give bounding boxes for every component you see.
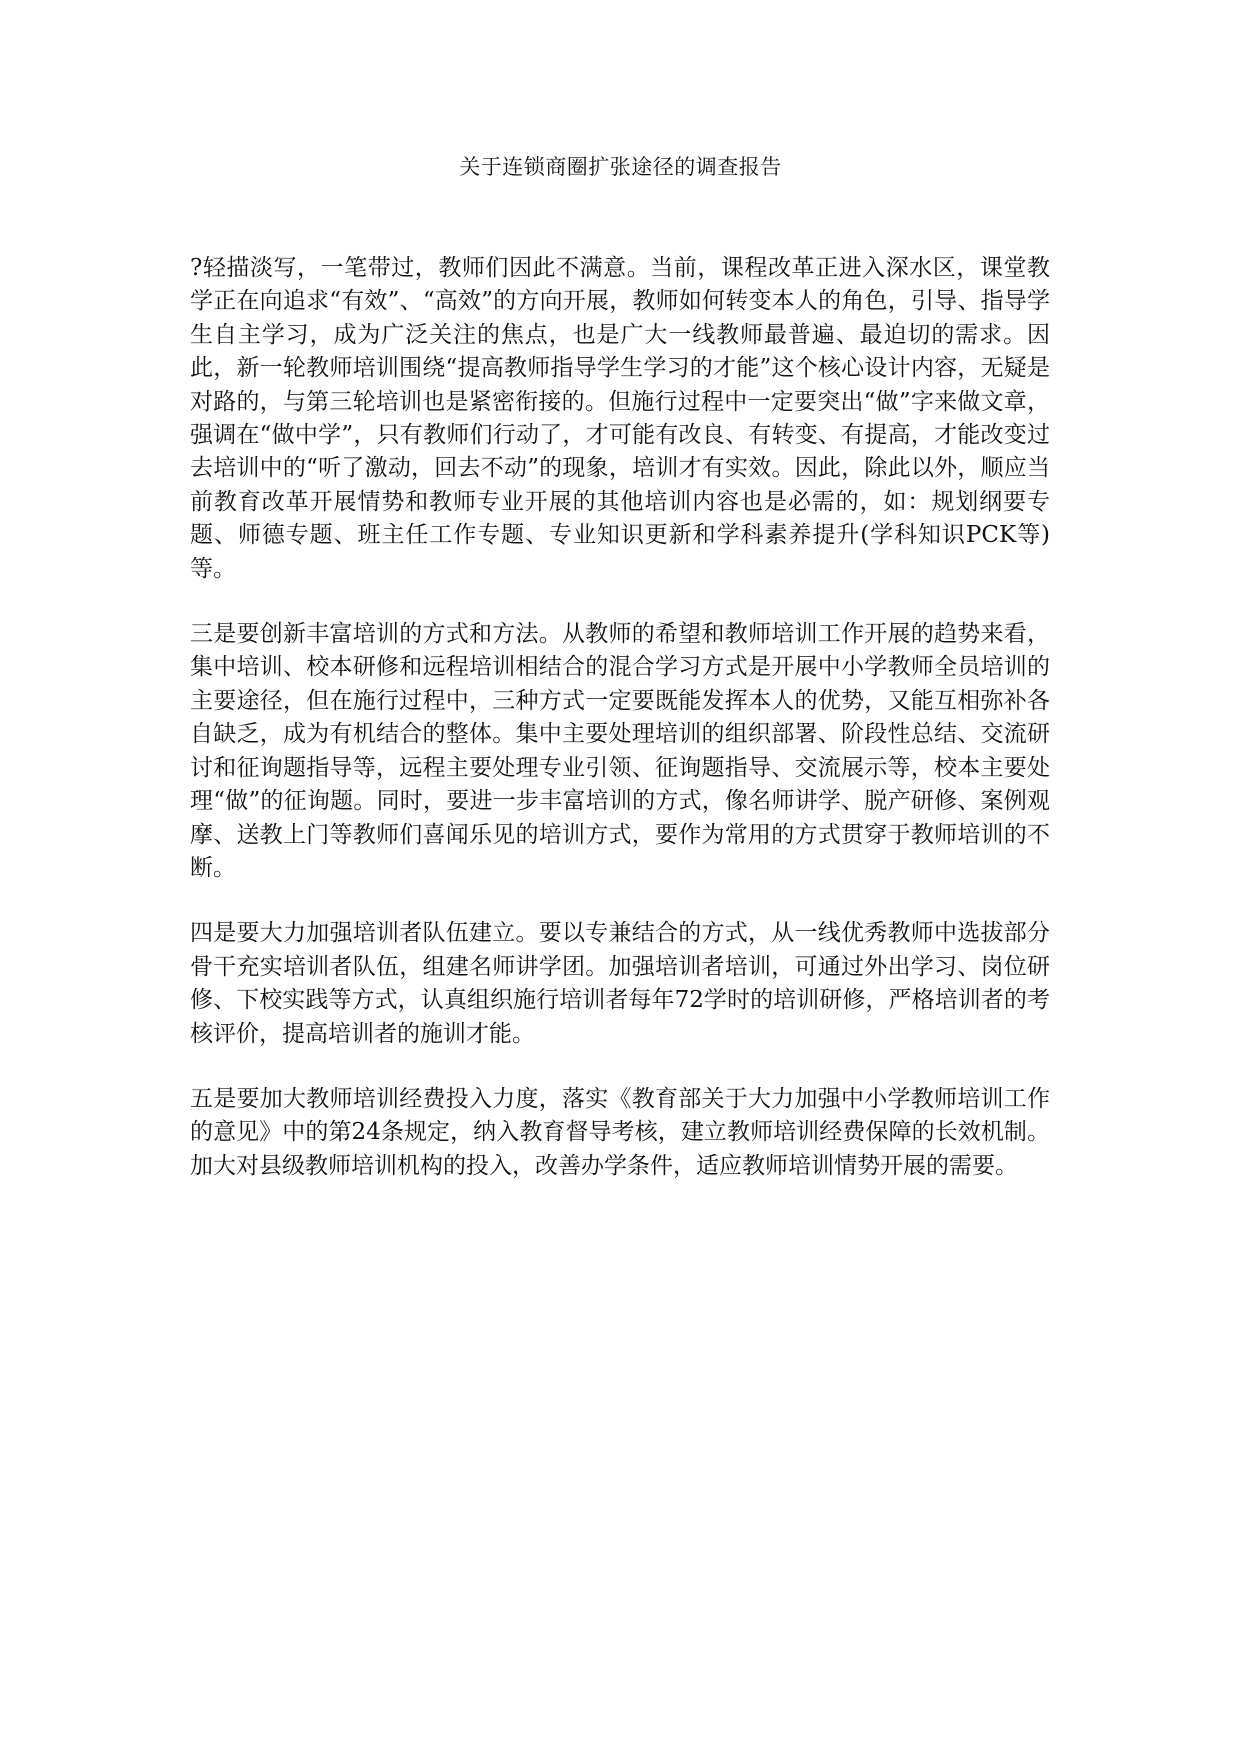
paragraph-3: 四是要大力加强培训者队伍建立。要以专兼结合的方式，从一线优秀教师中选拔部分骨干充实培训者队伍，组建名师讲学团。加强培训者培训，可通过外出学习、岗位研修、下校实践等方式，认真组织施行培训者每年72学时的培训研修，严格培训者的考核评价，提高培训者的施训才能。 (190, 920, 1050, 1047)
paragraph-1: ?轻描淡写，一笔带过，教师们因此不满意。当前，课程改革正进入深水区，课堂教学正在向追求“有效”、“高效”的方向开展，教师如何转变本人的角色，引导、指导学生自主学习，成为广泛关注的焦点，也是广大一线教师最普遍、最迫切的需求。因此，新一轮教师培训围绕“提高教师指导学生学习的才能”这个核心设计内容，无疑是对路的，与第三轮培训也是紧密衔接的。但施行过程中一定要突出“做”字来做文章，强调在“做中学”，只有教师们行动了，才可能有改良、有转变、有提高，才能改变过去培训中的“听了激动，回去不动”的现象，培训才有实效。因此，除此以外，顺应当前教育改革开展情势和教师专业开展的其他培训内容也是必需的，如：规划纲要专题、师德专题、班主任工作专题、专业知识更新和学科素养提升(学科知识PCK等)等。 (190, 255, 1050, 582)
paragraph-2: 三是要创新丰富培训的方式和方法。从教师的希望和教师培训工作开展的趋势来看，集中培训、校本研修和远程培训相结合的混合学习方式是开展中小学教师全员培训的主要途径，但在施行过程中，三种方式一定要既能发挥本人的优势，又能互相弥补各自缺乏，成为有机结合的整体。集中主要处理培训的组织部署、阶段性总结、交流研讨和征询题指导等，远程主要处理专业引领、征询题指导、交流展示等，校本主要处理“做”的征询题。同时，要进一步丰富培训的方式，像名师讲学、脱产研修、案例观摩、送教上门等教师们喜闻乐见的培训方式，要作为常用的方式贯穿于教师培训的不断。 (190, 621, 1050, 881)
document-title: 关于连锁商圈扩张途径的调查报告 (459, 155, 782, 179)
document-body (190, 252, 1050, 1215)
paragraph-4: 五是要加大教师培训经费投入力度，落实《教育部关于大力加强中小学教师培训工作的意见》中的第24条规定，纳入教育督导考核，建立教师培训经费保障的长效机制。加大对县级教师培训机构的投入，改善办学条件，适应教师培训情势开展的需要。 (190, 1085, 1050, 1179)
